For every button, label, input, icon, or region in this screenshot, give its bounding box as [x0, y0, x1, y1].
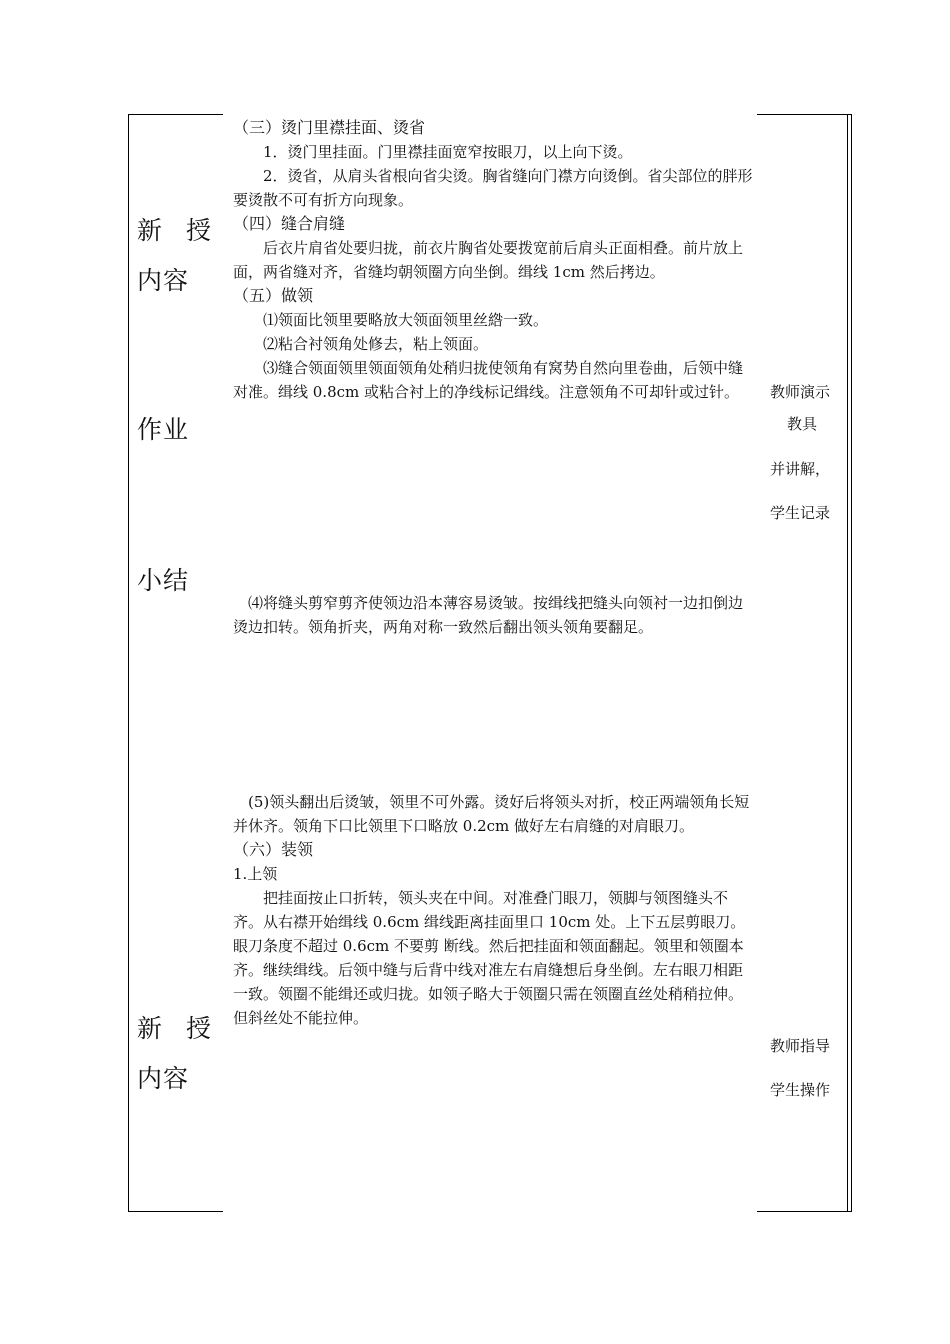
content-block-2 [233, 591, 753, 639]
note-teacher-guide: 教师指导 [770, 1037, 831, 1055]
note-explain: 并讲解， [770, 460, 831, 478]
left-top-rule [128, 114, 223, 115]
label-neirong-2: 内容 [137, 1064, 190, 1093]
note-student-record: 学生记录 [770, 504, 831, 522]
section-6-title: （六）装领 [233, 840, 314, 859]
label-zuoye: 作业 [137, 415, 190, 444]
label-xin-1: 新 [137, 216, 164, 245]
label-shou-1: 授 [186, 216, 213, 245]
section-5-item-5: (5)领头翻出后烫皱，领里不可外露。烫好后将领头对折，校正两端领角长短并休齐。领角下口比领里下口略放 0.2cm 做好左右肩缝的对肩眼刀。 [233, 793, 750, 835]
left-bottom-rule [128, 1211, 223, 1212]
right-top-rule [757, 114, 852, 115]
section-5-item-3: ⑶缝合领面领里领面领角处稍归拢使领角有窝势自然向里卷曲，后领中缝对准。缉线 0.8cm 或粘合衬上的净线标记缉线。注意领角不可却针或过针。 [233, 359, 744, 401]
right-bottom-rule [757, 1211, 852, 1212]
note-teacher-demo: 教师演示 [770, 383, 831, 401]
section-6-body: 把挂面按止口折转，领头夹在中间。对准叠门眼刀，领脚与领图缝头不齐。从右襟开始缉线 0.6cm 缉线距离挂面里口 10cm 处。上下五层剪眼刀。眼刀条度不超过 0.6cm 不要剪 断线。然后把挂面和领面翻起。领里和领圈本齐。继续缉线。后领中缝与后背中线对准左右肩缝想后身坐倒。左右眼刀相距一致。领圈不能缉还或归拢。如领子略大于领圈只需在领圈直丝处稍稍拉伸。但斜丝处不能拉伸。 [233, 889, 746, 1027]
content-block-3 [233, 790, 753, 1030]
note-student-operate: 学生操作 [770, 1081, 831, 1099]
section-5-item-4: ⑷将缝头剪窄剪齐使领边沿本薄容易烫皱。按缉线把缝头向领衬一边扣倒边烫边扣转。领角折夹，两角对称一致然后翻出领头领角要翻足。 [233, 594, 744, 636]
section-5-item-1: ⑴领面比领里要略放大领面领里丝綹一致。 [263, 311, 549, 329]
label-neirong-1: 内容 [137, 266, 190, 295]
section-4-body: 后衣片肩省处要归拢，前衣片胸省处要拨宽前后肩头正面相叠。前片放上面，两省缝对齐，省缝均朝领圈方向坐倒。缉线 1cm 然后拷边。 [233, 239, 744, 281]
section-3-title: （三）烫门里襟挂面、烫省 [233, 118, 426, 137]
label-xiaojie: 小结 [137, 566, 190, 595]
left-border-line [128, 114, 129, 1212]
note-teaching-aids: 教具 [787, 415, 818, 433]
label-shou-2: 授 [186, 1014, 213, 1043]
section-6-sub-1: 1.上领 [233, 865, 278, 883]
right-border-line [851, 114, 852, 1212]
section-4-title: （四）缝合肩缝 [233, 214, 346, 233]
content-block-1 [233, 116, 753, 404]
section-3-item-2: 2．烫省，从肩头省根向省尖烫。胸省缝向门襟方向烫倒。省尖部位的胖形要烫散不可有折方向现象。 [233, 167, 753, 209]
section-5-title: （五）做领 [233, 286, 314, 305]
label-xin-2: 新 [137, 1014, 164, 1043]
section-3-item-1: 1．烫门里挂面。门里襟挂面宽窄按眼刀，以上向下烫。 [263, 143, 633, 161]
right-border-line-inner [847, 114, 848, 1212]
section-5-item-2: ⑵粘合衬领角处修去，粘上领面。 [263, 335, 489, 353]
